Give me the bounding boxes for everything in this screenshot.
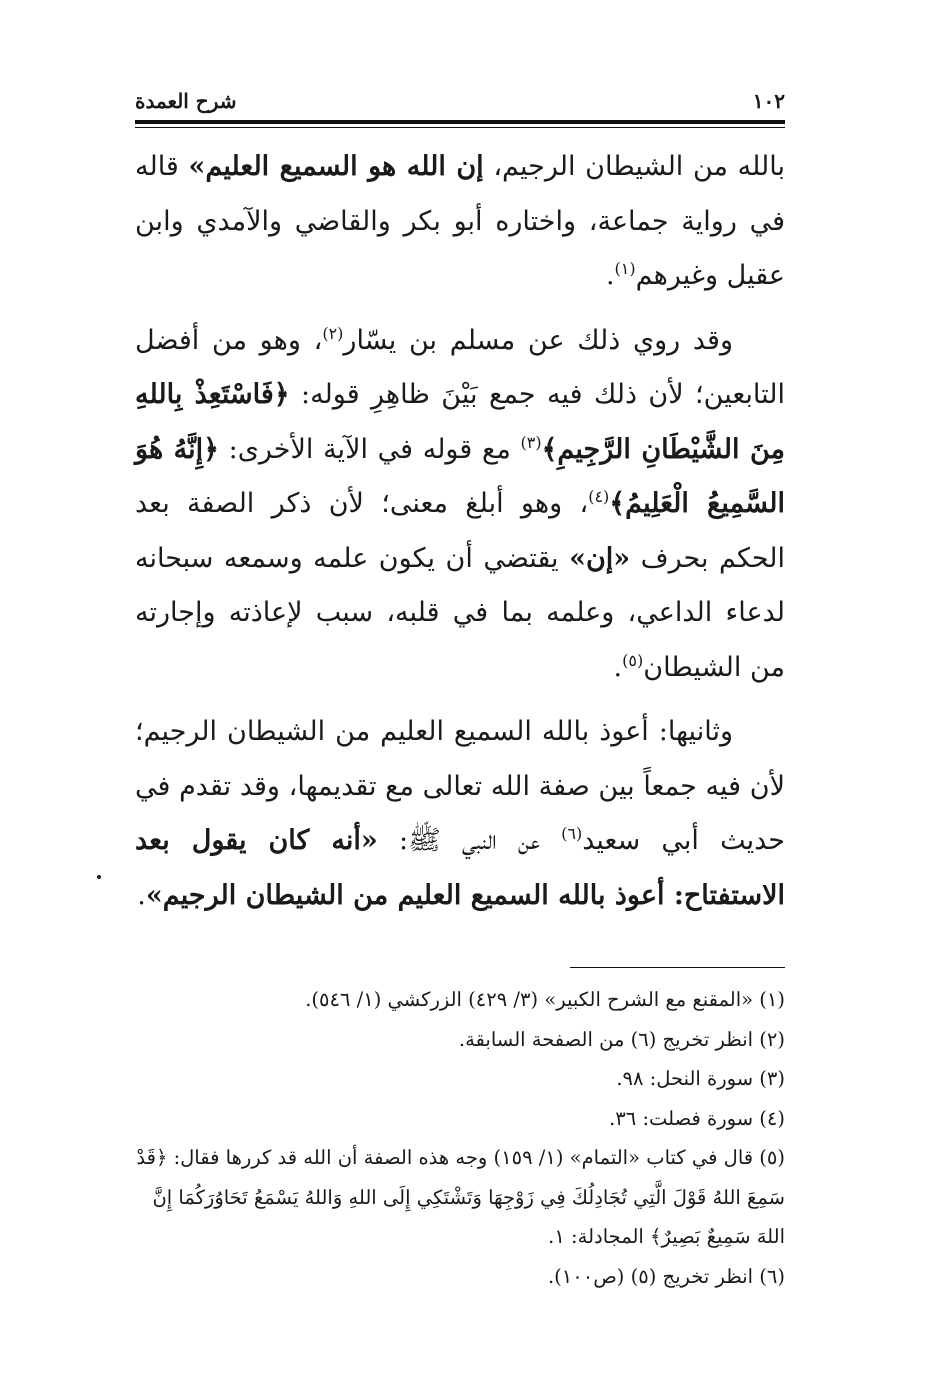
footnote-separator (570, 967, 785, 968)
footnote-3: (٣) سورة النحل: ٩٨. (616, 1067, 785, 1090)
paragraph-3 (135, 705, 785, 923)
footnote-2: (٢) انظر تخريج (٦) من الصفحة السابقة. (458, 1027, 785, 1051)
footnote-6: (٦) انظر تخريج (٥) (ص١٠٠). (547, 1264, 785, 1288)
book-title: شرح العمدة (135, 89, 237, 113)
footnote-ref-6[interactable]: (٦) (561, 824, 583, 843)
text-run: . (605, 260, 615, 291)
footnote-ref-5[interactable]: (٥) (622, 650, 644, 670)
text-run: ، وهو أبلغ معنى؛ لأن ذكر الصفة بعد الحكم بحرف (135, 488, 786, 574)
paragraph-2 (135, 314, 785, 696)
page-number: ١٠٢ (752, 89, 785, 113)
footnote-ref-2[interactable]: (٢) (322, 323, 344, 343)
footnote-ref-1[interactable]: (١) (614, 259, 636, 278)
paragraph-1 (135, 140, 785, 304)
header-rule-thick (135, 120, 785, 124)
text-run: . (613, 651, 623, 683)
footnote-5: (٥) قال في كتاب «التمام» (١/ ١٥٩) وجه هذه الصفة أن الله قد كررها فقال: ﴿قَدْ سَمِعَ اللهُ قَوْلَ الَّتِي تُجَادِلُكَ فِي زَوْجِهَا وَتَشْتَكِي إِلَى اللهِ وَاللهُ يَسْمَعُ تَحَاوُرَكُمَا إِنَّ اللهَ سَمِيعٌ بَصِيرٌ﴾ المجادلة: ١. (136, 1146, 785, 1248)
text-run: وثانيها: أعوذ بالله السميع العليم من الشيطان الرجيم؛ لأن فيه جمعاً بين صفة الله تعالى مع تقديمها، وقد تقدم في حديث أبي سعيد (135, 716, 785, 856)
footnotes (135, 980, 785, 1296)
text-run: بالله من الشيطان الرجيم، (483, 151, 785, 182)
hadith-quote: «أنه كان يقول بعد الاستفتاح: أعوذ بالله السميع العليم من الشيطان الرجيم» (135, 825, 785, 911)
footnote-ref-3[interactable]: (٣) (520, 432, 542, 452)
footnote-ref-4[interactable]: (٤) (588, 487, 610, 506)
text-run: عن النبي ﷺ: (377, 825, 562, 856)
quran-verse: ﴿إِنَّهُ هُوَ السَّمِيعُ الْعَلِيمُ﴾ (135, 433, 785, 519)
quran-verse: ﴿فَاسْتَعِذْ بِاللهِ مِنَ الشَّيْطَانِ الرَّجِيمِ﴾ (135, 379, 786, 465)
book-page (135, 86, 785, 1296)
bold-quote: إن الله هو السميع العليم» (188, 151, 484, 182)
text-run: ، وهو من أفضل التابعين؛ لأن ذلك فيه جمع بَيْنَ ظاهِرِ قوله: (135, 324, 785, 410)
main-text (135, 140, 785, 923)
text-run: يقتضي أن يكون علمه وسمعه سبحانه لدعاء الداعي، وعلمه بما في قلبه، سبب لإعاذته وإجارته من الشيطان (135, 542, 785, 683)
footnote-1: (١) «المقنع مع الشرح الكبير» (٣/ ٤٢٩) الزركشي (١/ ٥٤٦). (305, 988, 785, 1011)
bold-quote: «إن» (569, 542, 631, 574)
text-run: . (137, 879, 146, 911)
scan-speck (97, 875, 101, 879)
header-rule-thin (135, 127, 785, 128)
text-run: مع قوله في الآية الأخرى: (219, 433, 521, 465)
footnote-4: (٤) سورة فصلت: ٣٦. (609, 1106, 785, 1130)
text-run: وقد روي ذلك عن مسلم بن يسّار (343, 324, 733, 356)
text-run: قاله في رواية جماعة، واختاره أبو بكر والقاضي والآمدي وابن عقيل وغيرهم (135, 151, 785, 291)
running-header (135, 86, 785, 114)
